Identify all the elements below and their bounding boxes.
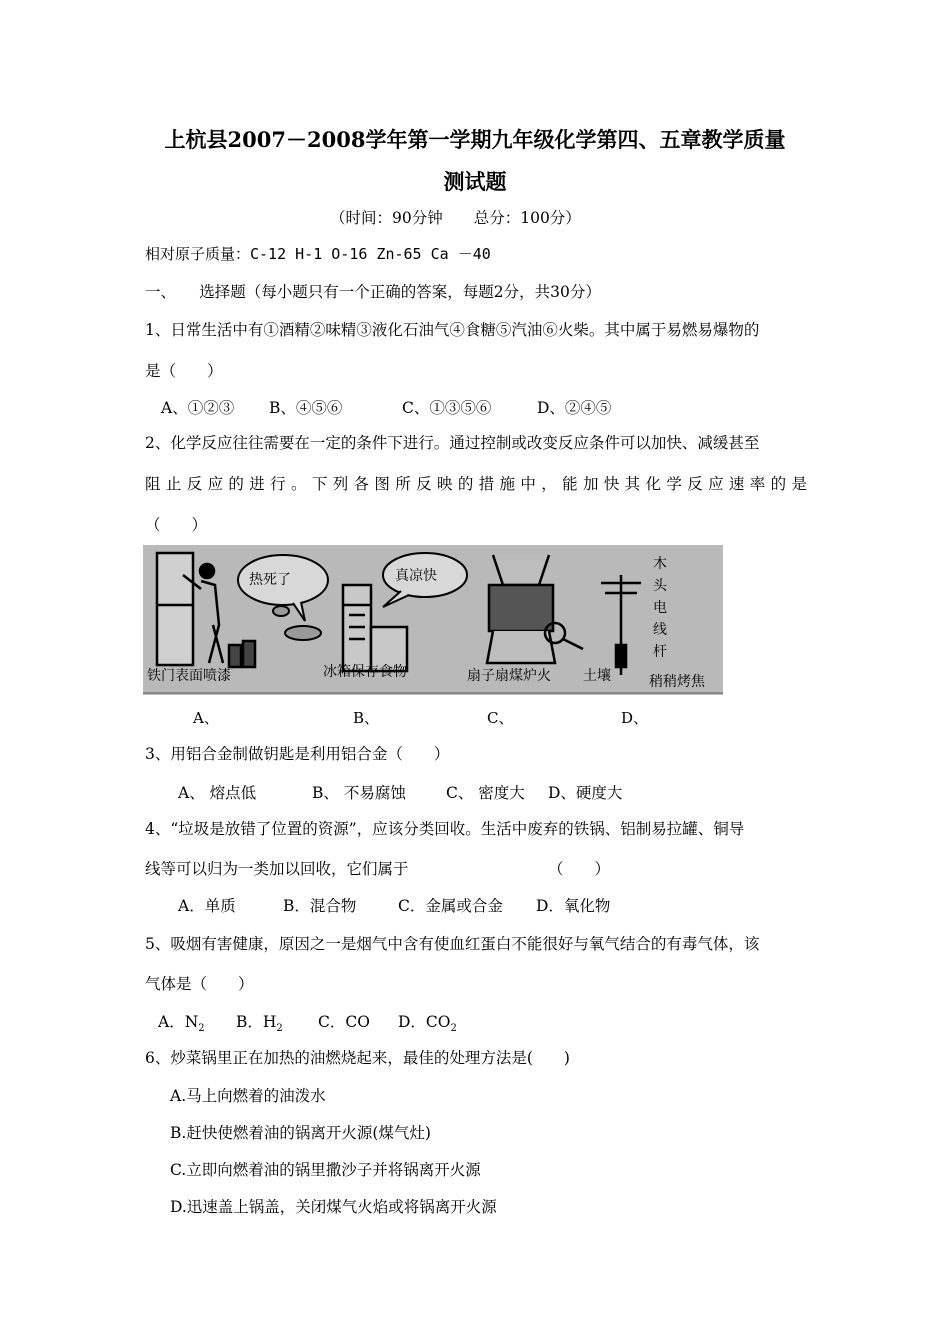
q5-option-d-text: D．CO — [398, 1013, 451, 1031]
q5-text-line1: 5、吸烟有害健康，原因之一是烟气中含有使血红蛋白不能很好与氧气结合的有毒气体，该 — [145, 935, 760, 953]
q2-text-line1: 2、化学反应往往需要在一定的条件下进行。通过控制或改变反应条件可以加快、减缓甚至 — [145, 434, 760, 452]
q3-text-line1: 3、用铝合金制做钥匙是利用铝合金（ ） — [145, 745, 450, 763]
q2-text-line2: 阻止反应的进行。下列各图所反映的措施中，能加快其化学反应速率的是 — [145, 475, 807, 493]
time-info: （时间：90分钟 总分：100分） — [330, 209, 581, 227]
q5-text-line2: 气体是（ ） — [145, 975, 254, 993]
q5-option-c — [318, 1010, 370, 1032]
vertical-char-1: 木 — [653, 556, 667, 572]
q5-option-a-text: A．N — [158, 1013, 199, 1031]
q5-option-d-sub: 2 — [450, 1023, 457, 1035]
speech-bubble-1 — [238, 555, 328, 640]
exam-title-line1: 上杭县2007－2008学年第一学期九年级化学第四、五章教学质量 — [164, 127, 786, 152]
q4-option-a: A．单质 — [178, 897, 236, 915]
q5-option-c-text: C．CO — [318, 1013, 370, 1031]
bubble-text-2: 真凉快 — [395, 568, 437, 584]
q2-option-b: B、 — [353, 709, 380, 727]
q2-option-a: A、 — [193, 709, 219, 727]
q4-option-b: B．混合物 — [283, 897, 357, 915]
q4-bracket: （ ） — [548, 860, 611, 878]
bubble-text-1: 热死了 — [249, 572, 291, 588]
q6-option-c: C.立即向燃着油的锅里撒沙子并将锅离开火源 — [170, 1161, 481, 1179]
pole-sketch — [601, 575, 641, 675]
q1-option-b: B、④⑤⑥ — [269, 399, 343, 417]
q6-option-d: D.迅速盖上锅盖，关闭煤气火焰或将锅离开火源 — [170, 1198, 497, 1216]
q5-option-b-text: B．H — [236, 1013, 277, 1031]
q3-option-a: A、 熔点低 — [178, 784, 257, 802]
vertical-char-4: 线 — [653, 622, 667, 638]
vertical-char-2: 头 — [653, 578, 667, 594]
q1-text-line2: 是（ ） — [145, 362, 223, 380]
q3-option-c: C、 密度大 — [446, 784, 525, 802]
q1-text-line1: 1、日常生活中有①酒精②味精③液化石油气④食糖⑤汽油⑥火柴。其中属于易燃易爆物的 — [145, 321, 760, 339]
atomic-mass-line: 相对原子质量：C-12 H-1 O-16 Zn-65 Ca －40 — [145, 245, 491, 263]
q1-option-c: C、①③⑤⑥ — [402, 399, 492, 417]
caption-b: 冰箱保存食物 — [323, 664, 407, 680]
q5-option-a — [158, 1010, 205, 1034]
q5-option-d — [398, 1010, 457, 1034]
q6-text-line1: 6、炒菜锅里正在加热的油燃烧起来，最佳的处理方法是( ) — [145, 1049, 570, 1067]
section-heading: 一、 选择题（每小题只有一个正确的答案，每题2分，共30分） — [145, 283, 601, 301]
q6-option-a: A.马上向燃着的油泼水 — [170, 1087, 326, 1105]
q5-option-b-sub: 2 — [276, 1023, 283, 1035]
q4-option-d: D．氧化物 — [536, 897, 611, 915]
caption-a: 铁门表面喷漆 — [147, 668, 231, 684]
q2-option-c: C、 — [487, 709, 514, 727]
label-soil: 土壤 — [583, 668, 611, 684]
q3-option-b: B、 不易腐蚀 — [312, 784, 406, 802]
q1-option-a: A、①②③ — [161, 399, 235, 417]
stove-sketch — [487, 555, 583, 663]
q1-option-d: D、②④⑤ — [537, 399, 612, 417]
q4-text-line2: 线等可以归为一类加以回收，它们属于 — [145, 860, 409, 878]
vertical-char-5: 杆 — [653, 644, 667, 660]
q3-option-d: D、硬度大 — [548, 784, 623, 802]
q5-option-a-sub: 2 — [198, 1023, 205, 1035]
q4-text-line1: 4、“垃圾是放错了位置的资源”，应该分类回收。生活中废弃的铁锅、铝制易拉罐、铜导 — [145, 820, 745, 838]
q6-option-b: B.赶快使燃着油的锅离开火源(煤气灶) — [170, 1124, 431, 1142]
q5-option-b — [236, 1010, 283, 1034]
q2-figure — [143, 545, 723, 695]
caption-c: 扇子扇煤炉火 — [467, 668, 551, 684]
exam-title-line2: 测试题 — [443, 169, 507, 194]
label-burnt: 稍稍烤焦 — [649, 674, 705, 690]
q4-option-c: C．金属或合金 — [398, 897, 503, 915]
q2-option-d: D、 — [621, 709, 649, 727]
q2-text-line3: （ ） — [145, 516, 208, 534]
vertical-char-3: 电 — [653, 600, 667, 616]
